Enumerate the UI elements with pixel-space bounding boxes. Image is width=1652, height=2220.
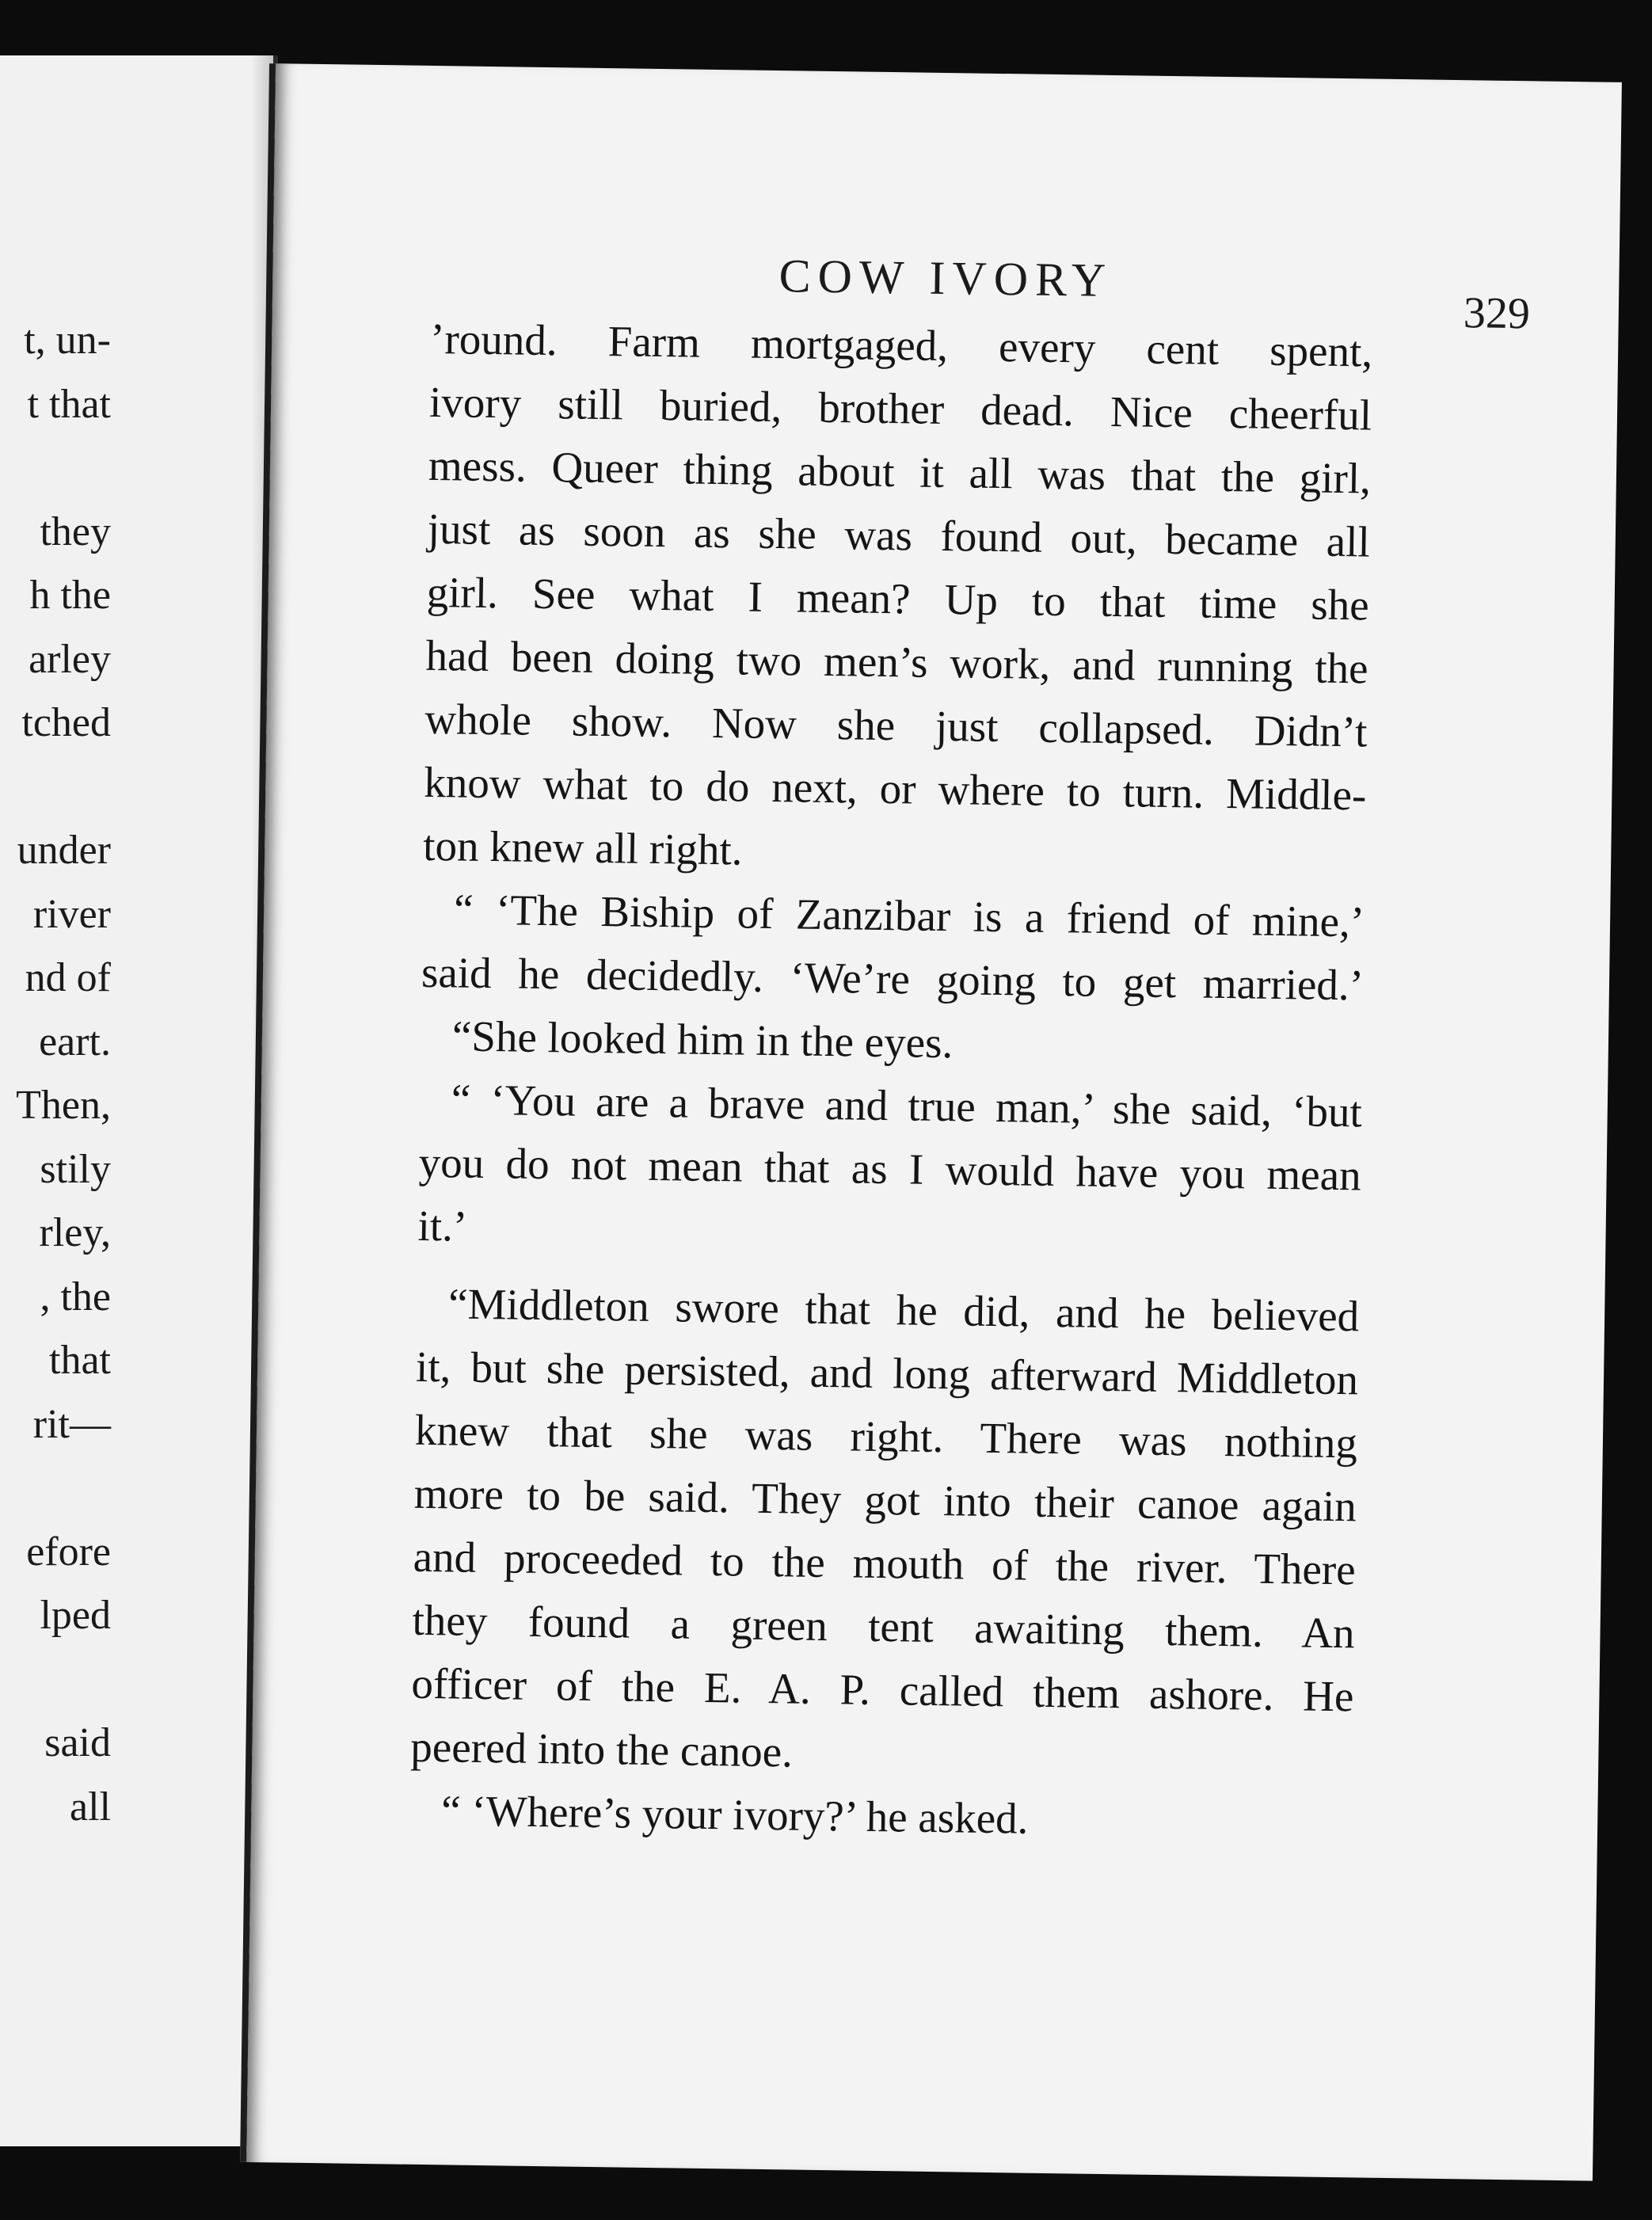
body-text-line: you do not mean that as I would have you mean <box>418 1137 1362 1200</box>
body-text-line: “ ‘Where’s your ivory?’ he asked. <box>440 1786 1029 1843</box>
body-text-line: peered into the canoe. <box>410 1722 794 1776</box>
left-page-line-fragment: , the <box>40 1274 111 1319</box>
left-page-line-fragment: tched <box>21 700 111 745</box>
body-text-line: ’round. Farm mortgaged, every cent spent, <box>429 314 1373 376</box>
body-text-line: officer of the E. A. P. called them ashore. He <box>411 1658 1354 1721</box>
left-page-line-fragment: efore <box>26 1529 111 1575</box>
left-page-line-fragment: river <box>32 891 111 937</box>
body-text-line: just as soon as she was found out, became all <box>427 504 1371 566</box>
right-page <box>240 63 1622 2181</box>
left-page-line-fragment: rley, <box>39 1210 111 1255</box>
body-text-line: and proceeded to the mouth of the river. There <box>413 1532 1357 1594</box>
body-text-line: said he decidedly. ‘We’re going to get married.’ <box>421 947 1365 1010</box>
page-number: 329 <box>1463 288 1531 339</box>
body-text-line: it, but she persisted, and long afterward Middleton <box>415 1342 1359 1404</box>
left-page-line-fragment: all <box>70 1784 111 1830</box>
body-text-line: more to be said. They got into their canoe again <box>413 1468 1357 1531</box>
left-page-line-fragment: h the <box>29 573 111 618</box>
body-text-line: ivory still buried, brother dead. Nice cheerful <box>428 377 1372 440</box>
body-text-line: “ ‘The Biship of Zanzibar is a friend of mine,’ <box>453 885 1365 946</box>
left-page-line-fragment: t that <box>27 381 111 427</box>
body-text-line: “She looked him in the eyes. <box>451 1011 954 1068</box>
body-text-line: girl. See what I mean? Up to that time she <box>426 567 1370 630</box>
body-text-line: whole show. Now she just collapsed. Didn’t <box>424 694 1368 756</box>
left-page-line-fragment: they <box>40 508 111 554</box>
left-page-line-fragment: eart. <box>39 1019 111 1064</box>
left-page-line-fragment: under <box>17 828 111 873</box>
left-page-line-fragment: arley <box>29 636 111 682</box>
scanner-background <box>1628 0 1652 2220</box>
body-text-line: it.’ <box>417 1201 468 1251</box>
body-text-line: had been doing two men’s work, and running the <box>425 630 1368 693</box>
body-text-line: “ ‘You are a brave and true man,’ she said, ‘but <box>451 1075 1363 1137</box>
body-text-line: ton knew all right. <box>422 821 743 874</box>
body-text-line: “Middleton swore that he did, and he believed <box>447 1279 1360 1341</box>
body-text-line: knew that she was right. There was nothing <box>414 1405 1358 1468</box>
body-text-line: mess. Queer thing about it all was that the girl, <box>428 440 1372 503</box>
body-text <box>409 307 1373 1855</box>
left-page-line-fragment: t, un- <box>24 318 111 363</box>
left-page-line-fragment: stily <box>40 1146 111 1192</box>
left-page-line-fragment: said <box>44 1720 111 1765</box>
left-page-line-fragment: Then, <box>16 1083 111 1128</box>
left-page-line-fragment: lped <box>40 1593 111 1638</box>
body-text-line: know what to do next, or where to turn. Middle- <box>424 757 1367 820</box>
left-page-line-fragment: that <box>49 1338 111 1383</box>
left-page-line-fragment: nd of <box>25 955 111 1000</box>
left-page <box>0 55 278 2146</box>
body-text-line: they found a green tent awaiting them. An <box>412 1595 1355 1658</box>
left-page-line-fragment: rit— <box>32 1401 111 1447</box>
running-head: COW IVORY <box>778 249 1113 307</box>
